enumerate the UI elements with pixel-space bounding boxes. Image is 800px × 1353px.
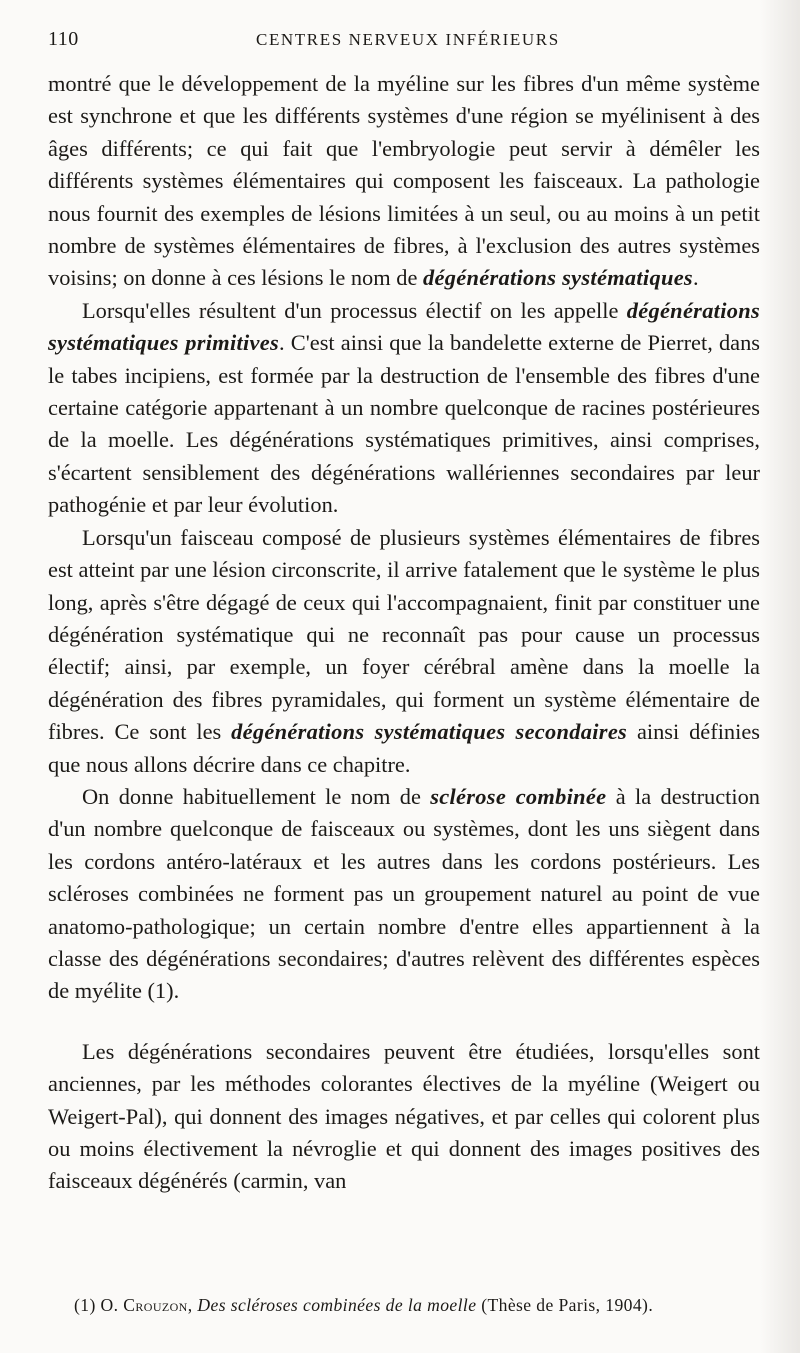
footnote-marker: (1) O. bbox=[74, 1295, 124, 1315]
paragraph-5: Les dégénérations secondaires peuvent être étudiées, lorsqu'elles sont anciennes, par les méthodes colorantes électives de la myéline (Weigert ou Weigert-Pal), qui donnent des images négatives, et par celles qui colorent plus ou moins électivement la névroglie et qui donnent des images positives des faisceaux dégénérés (carmin, van bbox=[48, 1038, 760, 1194]
paragraph-2-text-b: . C'est ainsi que la bandelette externe de Pierret, dans le tabes incipiens, est formée par la destruction de l'ensemble des fibres d'une certaine catégorie appartenant à un nombre quelconque de racines postérieures de la moelle. Les dégénérations systématiques primitives, ainsi comprises, s'écartent sensiblement des dégénérations wallériennes secondaires par leur pathogénie et par leur évolution. bbox=[48, 330, 760, 518]
page-edge-shadow bbox=[760, 0, 800, 1353]
page-number: 110 bbox=[48, 28, 79, 50]
body-text bbox=[48, 68, 760, 1198]
page-header bbox=[48, 28, 764, 58]
paragraph-1-italic: dégénérations systématiques bbox=[423, 265, 693, 291]
paragraph-3 bbox=[48, 522, 760, 781]
paragraph-3-text-b: ainsi définies que nous allons décrire dans ce chapitre. bbox=[48, 719, 760, 777]
footnote-comma: , bbox=[187, 1295, 198, 1315]
paragraph-4-text-b: à la destruction d'un nombre quelconque de faisceaux ou systèmes, dont les uns siègent dans les cordons antéro-latéraux et les autres dans les cordons postérieurs. Les scléroses combinées ne forment pas un groupement naturel au point de vue anatomo-pathologique; un certain nombre d'entre elles appartiennent à la classe des dégénérations secondaires; d'autres relèvent des différentes espèces de myélite (1). bbox=[48, 783, 760, 1004]
footnote bbox=[74, 1293, 734, 1317]
paragraph-3-text-a: Lorsqu'un faisceau composé de plusieurs systèmes élémentaires de fibres est atteint par une lésion circonscrite, il arrive fatalement que le système le plus long, après s'être dégagé de ceux qui l'accompagnaient, finit par constituer une dégénération systématique qui ne reconnaît pas pour cause un processus électif; ainsi, par exemple, un foyer cérébral amène dans la moelle la dégénération des fibres pyramidales, qui forment un système élémentaire de fibres. Ce sont les bbox=[48, 524, 760, 745]
paragraph-2-text-a: Lorsqu'elles résultent d'un processus électif on les appelle bbox=[82, 297, 627, 323]
paragraph-3-italic: dégénérations systématiques secondaires bbox=[231, 719, 628, 745]
footnote-author: Crouzon bbox=[123, 1295, 188, 1315]
paragraph-2 bbox=[48, 295, 760, 522]
paragraph-1-text: montré que le développement de la myéline sur les fibres d'un même système est synchrone et que les différents systèmes d'une région se myélinisent à des âges différents; ce qui fait que l'embryologie peut servir à démêler les différents systèmes élémentaires qui composent les faisceaux. La pathologie nous fournit des exemples de lésions limitées à un seul, ou au moins à un petit nombre de systèmes élémentaires de fibres, à l'exclusion des autres systèmes voisins; on donne à ces lésions le nom de bbox=[48, 71, 760, 291]
paragraph-4-italic: sclérose combinée bbox=[430, 783, 607, 809]
paragraph-2-italic: dégénérations systématiques primitives bbox=[48, 297, 760, 356]
footnote-rest: (Thèse de Paris, 1904). bbox=[476, 1295, 654, 1315]
paragraph-1-end: . bbox=[692, 265, 699, 291]
running-title: CENTRES NERVEUX INFÉRIEURS bbox=[256, 30, 560, 49]
paragraph-4 bbox=[48, 781, 760, 1008]
paragraph-4-text-a: On donne habituellement le nom de bbox=[82, 783, 431, 809]
footnote-title: Des scléroses combinées de la moelle bbox=[197, 1295, 477, 1315]
paragraph-1 bbox=[48, 68, 760, 295]
